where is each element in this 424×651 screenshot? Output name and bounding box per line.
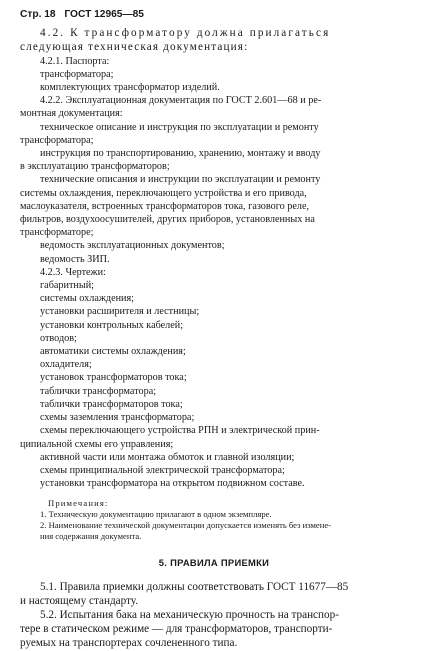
section-5	[20, 580, 408, 651]
section-4-2	[20, 26, 408, 490]
page-number: Стр. 18	[20, 9, 56, 20]
text-line: отводов;	[40, 332, 77, 344]
text-line: установок трансформаторов тока;	[40, 372, 187, 384]
text-line: таблички трансформатора;	[40, 385, 157, 397]
text-line: монтная документация:	[20, 108, 123, 120]
text-line: 5.2. Испытания бака на механическую прочность на транспор-	[40, 608, 339, 621]
standard-code: ГОСТ 12965—85	[64, 9, 144, 20]
text-line: активной части или монтажа обмоток и главной изоляции;	[40, 451, 295, 463]
note-item: ния содержания документа.	[40, 531, 142, 542]
text-line: 5.1. Правила приемки должны соответствовать ГОСТ 11677—85	[40, 580, 349, 593]
text-line: технические описания и инструкции по эксплуатации и ремонту	[40, 174, 321, 186]
text-line: установки расширителя и лестницы;	[40, 306, 200, 318]
text-line: установки трансформатора на открытом подвижном составе.	[40, 478, 305, 490]
text-line: комплектующих трансформатор изделий.	[40, 82, 220, 94]
section-heading: 5. ПРАВИЛА ПРИЕМКИ	[158, 557, 270, 569]
text-line: системы охлаждения;	[40, 293, 135, 305]
text-line: 4.2.3. Чертежи:	[40, 266, 106, 278]
text-line: трансформатора;	[40, 68, 114, 80]
notes-block	[20, 498, 408, 542]
text-line: ведомость ЗИП.	[40, 253, 110, 265]
text-line: габаритный;	[40, 280, 94, 292]
text-line: охладителя;	[40, 359, 92, 371]
text-line: техническое описание и инструкция по эксплуатации и ремонту	[40, 121, 319, 133]
note-item: 1. Техническую документацию прилагают в одном экземпляре.	[40, 509, 272, 520]
notes-title: Примечания:	[48, 498, 109, 509]
text-line: схемы переключающего устройства РПН и электрической прин-	[40, 425, 320, 437]
text-line: трансформатора;	[20, 134, 94, 146]
text-line: автоматики системы охлаждения;	[40, 346, 186, 358]
text-line: ципиальной схемы его управления;	[20, 438, 174, 450]
text-line: 4.2.2. Эксплуатационная документация по ГОСТ 2.601—68 и ре-	[40, 95, 322, 107]
text-line: ведомость эксплуатационных документов;	[40, 240, 225, 252]
text-line: 4.2. К трансформатору должна прилагаться	[40, 27, 331, 40]
text-line: 4.2.1. Паспорта:	[40, 55, 110, 67]
note-item: 2. Наименование технической документации допускается изменять без измене-	[40, 520, 332, 531]
text-line: маслоуказателя, встроенных трансформаторов тока, газового реле,	[20, 200, 310, 212]
text-line: следующая техническая документация:	[20, 41, 249, 54]
text-line: в эксплуатацию трансформаторов;	[20, 161, 170, 173]
text-line: трансформаторе;	[20, 227, 94, 239]
page-header	[20, 8, 408, 21]
text-line: руемых на транспортерах сочлененного типа.	[20, 637, 238, 650]
text-line: и настоящему стандарту.	[20, 594, 139, 607]
text-line: таблички трансформаторов тока;	[40, 398, 183, 410]
text-line: тере в статическом режиме — для трансформаторов, транспорти-	[20, 623, 333, 636]
text-line: системы охлаждения, переключающего устройства и его привода,	[20, 187, 307, 199]
text-line: установки контрольных кабелей;	[40, 319, 184, 331]
text-line: инструкция по транспортированию, хранению, монтажу и вводу	[40, 148, 321, 160]
text-line: схемы принципиальной электрической трансформатора;	[40, 464, 285, 476]
text-line: схемы заземления трансформатора;	[40, 412, 195, 424]
text-line: фильтров, воздухоосушителей, других приборов, установленных на	[20, 214, 315, 226]
